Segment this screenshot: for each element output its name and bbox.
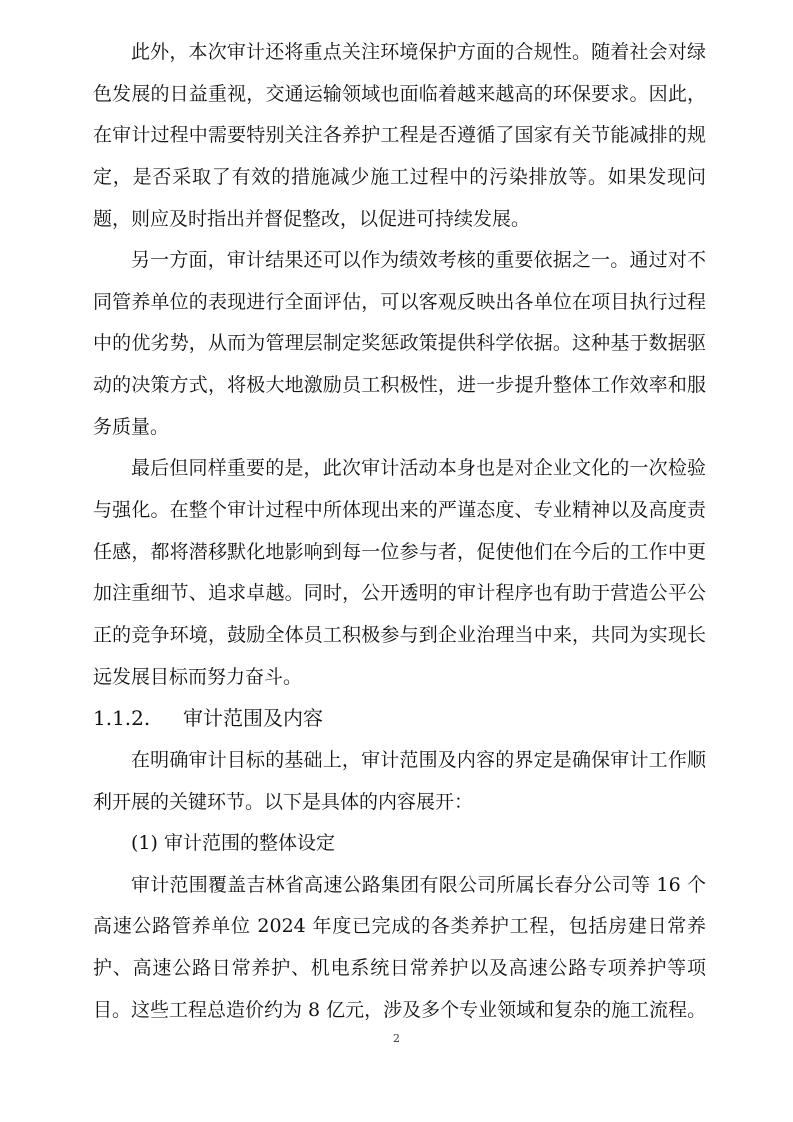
page-number: 2 [393, 1032, 400, 1045]
text-line: 护、高速公路日常养护、机电系统日常养护以及高速公路专项养护等项 [93, 957, 706, 980]
paragraph-scope [93, 865, 706, 1032]
text-line: 正的竞争环境，鼓励全体员工积极参与到企业治理当中来，共同为实现长 [93, 623, 706, 646]
text-line: 同管养单位的表现进行全面评估，可以客观反映出各单位在项目执行过程 [93, 290, 706, 313]
text-line: 中的优劣势，从而为管理层制定奖惩政策提供科学依据。这种基于数据驱 [93, 332, 706, 355]
text-line: 加注重细节、追求卓越。同时，公开透明的审计程序也有助于营造公平公 [93, 582, 706, 605]
text-line: 目。这些工程总造价约为 8 亿元，涉及多个专业领域和复杂的施工流程。 [93, 998, 707, 1021]
text-line: 在审计过程中需要特别关注各养护工程是否遵循了国家有关节能减排的规 [93, 124, 706, 147]
paragraph-culture [93, 448, 706, 698]
text-line: 另一方面，审计结果还可以作为绩效考核的重要依据之一。通过对不 [131, 249, 706, 272]
document-body [93, 32, 706, 1031]
text-line: 定，是否采取了有效的措施减少施工过程中的污染排放等。如果发现问 [93, 165, 706, 188]
text-line: 任感，都将潜移默化地影响到每一位参与者，促使他们在今后的工作中更 [93, 540, 706, 563]
section-number: 1.1.2. [93, 706, 151, 731]
text-line: 动的决策方式，将极大地激励员工积极性，进一步提升整体工作效率和服 [93, 374, 706, 397]
paragraph-intro [93, 740, 706, 823]
section-heading [93, 698, 706, 740]
subheading: (1) 审计范围的整体设定 [131, 832, 335, 855]
text-line: 与强化。在整个审计过程中所体现出来的严谨态度、专业精神以及高度责 [93, 499, 706, 522]
text-line: 题，则应及时指出并督促整改，以促进可持续发展。 [93, 207, 531, 230]
paragraph-environment [93, 32, 706, 240]
text-line: 最后但同样重要的是，此次审计活动本身也是对企业文化的一次检验 [131, 457, 706, 480]
text-line: 利开展的关键环节。以下是具体的内容展开： [93, 790, 474, 813]
text-line: 审计范围覆盖吉林省高速公路集团有限公司所属长春分公司等 16 个 [131, 873, 706, 896]
text-line: 务质量。 [93, 415, 170, 438]
section-title: 审计范围及内容 [183, 706, 323, 731]
text-line: 高速公路管养单位 2024 年度已完成的各类养护工程，包括房建日常养 [93, 915, 706, 938]
text-line: 此外，本次审计还将重点关注环境保护方面的合规性。随着社会对绿 [131, 41, 706, 63]
text-line: 色发展的日益重视，交通运输领域也面临着越来越高的环保要求。因此， [93, 82, 706, 105]
text-line: 远发展目标而努力奋斗。 [93, 665, 303, 688]
text-line: 在明确审计目标的基础上，审计范围及内容的界定是确保审计工作顺 [131, 748, 706, 771]
paragraph-performance [93, 240, 706, 448]
